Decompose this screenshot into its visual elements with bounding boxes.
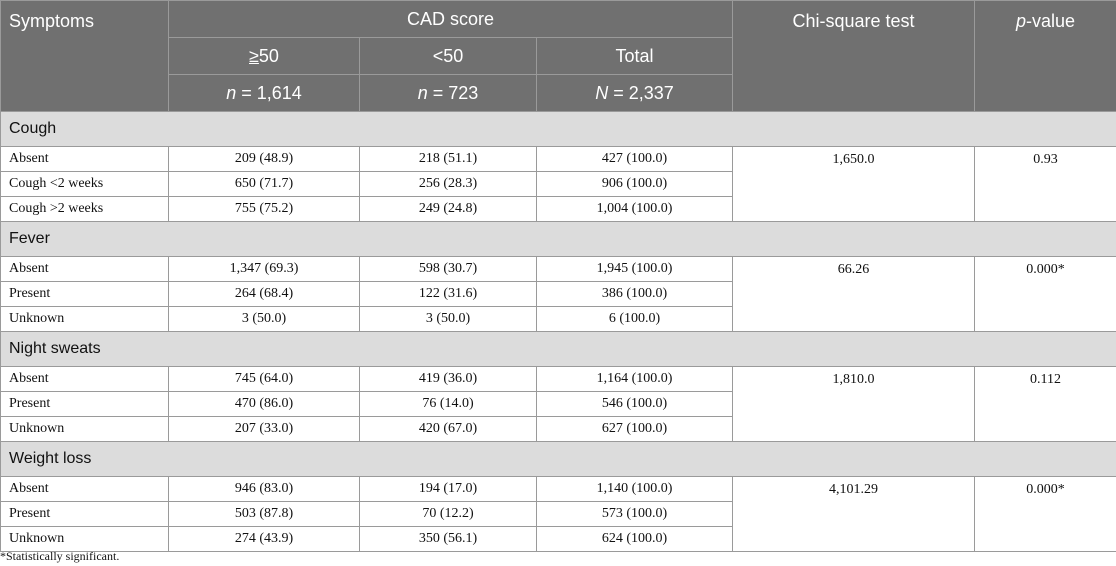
section-header-row: [1, 112, 1116, 147]
p-value-suffix: -value: [1025, 11, 1076, 31]
cell-ge50: 946 (83.0): [169, 477, 360, 502]
cell-lt50: 419 (36.0): [360, 367, 537, 392]
row-label: Unknown: [1, 307, 169, 332]
cell-total: 1,004 (100.0): [537, 197, 733, 222]
section-title: Cough: [1, 112, 1116, 147]
p-value: 0.000*: [975, 477, 1116, 552]
cell-ge50: 755 (75.2): [169, 197, 360, 222]
table-body: [1, 112, 1116, 552]
n-variable: n: [417, 82, 428, 103]
row-label: Absent: [1, 477, 169, 502]
cell-lt50: 218 (51.1): [360, 147, 537, 172]
header-cad-score: CAD score: [169, 1, 733, 38]
cell-ge50: 503 (87.8): [169, 502, 360, 527]
cell-total: 1,945 (100.0): [537, 257, 733, 282]
p-value: 0.000*: [975, 257, 1116, 332]
header-n-total: [537, 75, 733, 112]
chi-square-value: 1,650.0: [733, 147, 975, 222]
header-ge50: [169, 38, 360, 75]
section-title: Night sweats: [1, 332, 1116, 367]
row-label: Cough <2 weeks: [1, 172, 169, 197]
section-title: Weight loss: [1, 442, 1116, 477]
section-header-row: [1, 442, 1116, 477]
table-header: [1, 1, 1116, 112]
n-value: = 723: [427, 82, 479, 103]
section-header-row: [1, 332, 1116, 367]
row-label: Absent: [1, 367, 169, 392]
header-total: Total: [537, 38, 733, 75]
row-label: Present: [1, 502, 169, 527]
row-label: Unknown: [1, 527, 169, 552]
cell-lt50: 598 (30.7): [360, 257, 537, 282]
cell-lt50: 122 (31.6): [360, 282, 537, 307]
cell-lt50: 3 (50.0): [360, 307, 537, 332]
cell-total: 6 (100.0): [537, 307, 733, 332]
row-label: Present: [1, 392, 169, 417]
cell-total: 1,140 (100.0): [537, 477, 733, 502]
row-label: Absent: [1, 257, 169, 282]
header-lt50: <50: [360, 38, 537, 75]
cell-ge50: 209 (48.9): [169, 147, 360, 172]
table-row: [1, 147, 1116, 172]
n-value: = 2,337: [608, 82, 674, 103]
chi-square-value: 4,101.29: [733, 477, 975, 552]
row-label: Unknown: [1, 417, 169, 442]
ge-symbol: ≥: [249, 45, 259, 66]
n-variable: N: [595, 82, 609, 103]
cell-lt50: 70 (12.2): [360, 502, 537, 527]
ge50-number: 50: [258, 45, 279, 66]
row-label: Absent: [1, 147, 169, 172]
cell-lt50: 420 (67.0): [360, 417, 537, 442]
header-n-ge50: [169, 75, 360, 112]
table-row: [1, 257, 1116, 282]
cell-ge50: 1,347 (69.3): [169, 257, 360, 282]
n-value: = 1,614: [236, 82, 302, 103]
cell-total: 546 (100.0): [537, 392, 733, 417]
table-row: [1, 367, 1116, 392]
n-variable: n: [226, 82, 237, 103]
cell-ge50: 650 (71.7): [169, 172, 360, 197]
p-value: 0.93: [975, 147, 1116, 222]
p-italic: p: [1015, 11, 1026, 31]
cell-ge50: 264 (68.4): [169, 282, 360, 307]
p-value: 0.112: [975, 367, 1116, 442]
chi-square-value: 66.26: [733, 257, 975, 332]
row-label: Present: [1, 282, 169, 307]
cell-total: 906 (100.0): [537, 172, 733, 197]
footnote: *Statistically significant.: [0, 549, 120, 563]
cell-ge50: 470 (86.0): [169, 392, 360, 417]
cell-lt50: 256 (28.3): [360, 172, 537, 197]
cell-total: 1,164 (100.0): [537, 367, 733, 392]
cell-lt50: 194 (17.0): [360, 477, 537, 502]
header-p-value: [975, 1, 1116, 112]
section-title: Fever: [1, 222, 1116, 257]
row-label: Cough >2 weeks: [1, 197, 169, 222]
header-symptoms: Symptoms: [1, 1, 169, 112]
section-header-row: [1, 222, 1116, 257]
header-chi-square: Chi-square test: [733, 1, 975, 112]
table-row: [1, 477, 1116, 502]
cell-lt50: 76 (14.0): [360, 392, 537, 417]
chi-square-value: 1,810.0: [733, 367, 975, 442]
header-n-lt50: [360, 75, 537, 112]
cell-lt50: 249 (24.8): [360, 197, 537, 222]
cell-total: 427 (100.0): [537, 147, 733, 172]
cell-lt50: 350 (56.1): [360, 527, 537, 552]
cell-ge50: 274 (43.9): [169, 527, 360, 552]
cell-ge50: 745 (64.0): [169, 367, 360, 392]
cell-total: 573 (100.0): [537, 502, 733, 527]
cell-total: 386 (100.0): [537, 282, 733, 307]
cell-ge50: 3 (50.0): [169, 307, 360, 332]
cell-total: 627 (100.0): [537, 417, 733, 442]
cell-total: 624 (100.0): [537, 527, 733, 552]
cell-ge50: 207 (33.0): [169, 417, 360, 442]
